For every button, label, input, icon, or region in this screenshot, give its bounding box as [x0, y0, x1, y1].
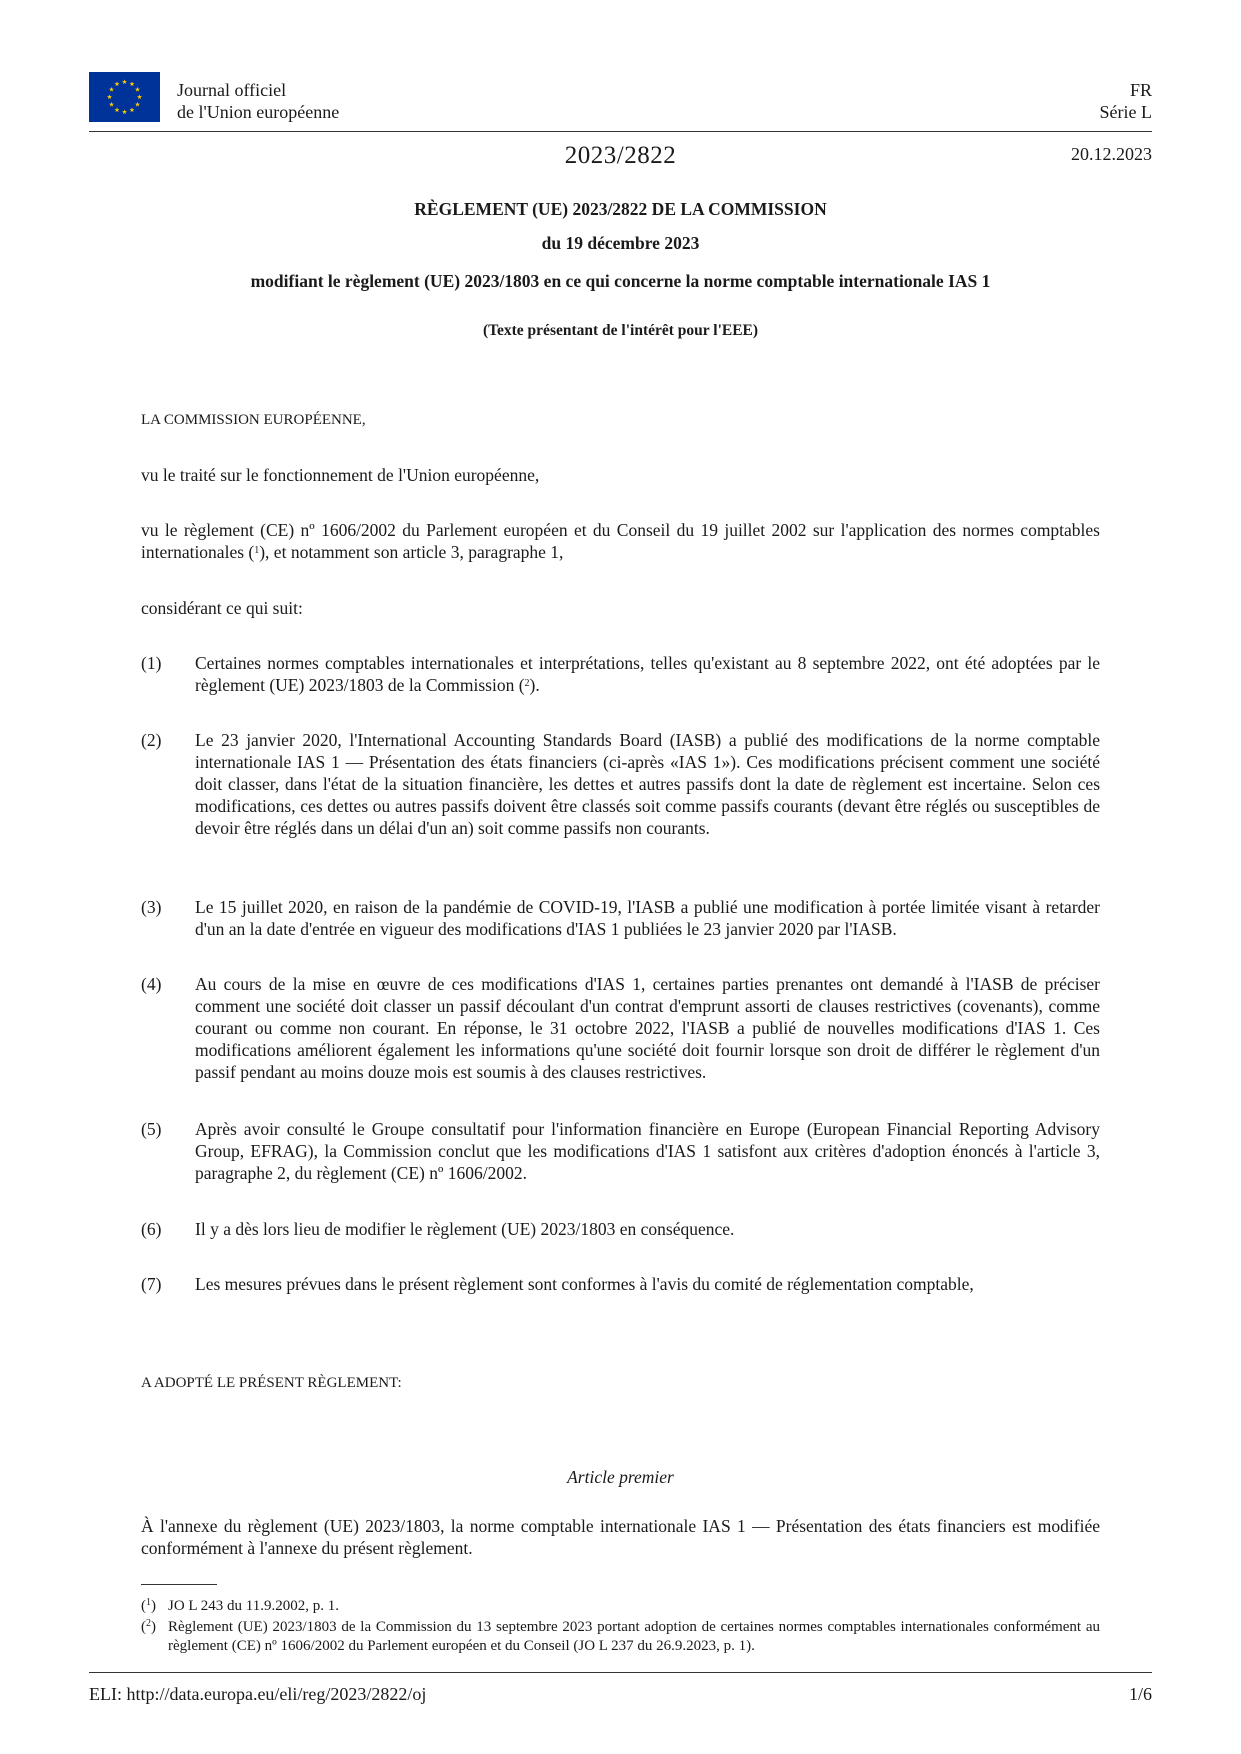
- header-divider: [89, 131, 1152, 132]
- recital-number: (1): [141, 653, 162, 673]
- recital-text: Le 23 janvier 2020, l'International Accounting Standards Board (IASB) a publié des modifications de la norme comptable internationale IAS 1 — Présentation des états financiers (ci-après «IAS 1»). Ces modifications précisent comment une société doit classer, dans l'état de la situation financière, les dettes et autres passifs dont la date de règlement est incertaine. Selon ces modifications, ces dettes ou autres passifs doivent être classés soit comme passifs courants (devant être réglés ou susceptibles de devoir être réglés dans un délai d'un an) soit comme passifs non courants.: [195, 730, 1100, 838]
- regulation-citation-text: vu le règlement (CE) nº 1606/2002 du Parlement européen et du Conseil du 19 juillet 2002 sur l'application des normes comptables internationales (: [141, 520, 1100, 562]
- footnote-divider: [141, 1584, 217, 1585]
- journal-title-line2: de l'Union européenne: [177, 102, 340, 122]
- recital-text: Les mesures prévues dans le présent règlement sont conformes à l'avis du comité de réglementation comptable,: [195, 1274, 974, 1294]
- footnote-text: JO L 243 du 11.9.2002, p. 1.: [168, 1598, 339, 1614]
- footnote-number-value: 1: [146, 1597, 151, 1608]
- commission-heading: LA COMMISSION EUROPÉENNE,: [141, 412, 366, 428]
- footnote-number: ($^1$): [141, 1597, 156, 1614]
- recital-text: [195, 652, 1100, 696]
- considering-text: considérant ce qui suit:: [141, 598, 303, 618]
- treaty-citation: vu le traité sur le fonctionnement de l'Union européenne,: [141, 465, 540, 485]
- adopted-heading: A ADOPTÉ LE PRÉSENT RÈGLEMENT:: [141, 1375, 402, 1391]
- page-number: 1/6: [1128, 1684, 1152, 1704]
- regulation-citation: [141, 519, 1100, 563]
- footnote-ref-2[interactable]: 2: [524, 678, 530, 689]
- recital-text: Le 15 juillet 2020, en raison de la pandémie de COVID-19, l'IASB a publié une modification à portée limitée visant à retarder d'un an la date d'entrée en vigueur des modifications d'IAS 1 publiées le 23 janvier 2020 par l'IASB.: [195, 897, 1100, 939]
- recital-number: (4): [141, 974, 162, 994]
- document-number: 2023/2822: [564, 142, 677, 169]
- recital-text: Il y a dès lors lieu de modifier le règlement (UE) 2023/1803 en conséquence.: [195, 1219, 735, 1239]
- article-title: Article premier: [567, 1467, 674, 1487]
- journal-title: [177, 79, 339, 123]
- recital-number: (3): [141, 897, 162, 917]
- language-series: [1100, 79, 1152, 123]
- recital-number: (5): [141, 1119, 162, 1139]
- journal-title-line1: Journal officiel: [177, 80, 287, 100]
- footnote-number-value: 2: [146, 1618, 151, 1629]
- eu-stars-icon: [89, 72, 160, 122]
- footer-divider: [89, 1672, 1152, 1673]
- recital-1-text: Certaines normes comptables internationales et interprétations, telles qu'existant au 8 septembre 2022, ont été adoptées par le règlement (UE) 2023/1803 de la Commission (: [195, 653, 1100, 695]
- regulation-citation-text-end: ), et notamment son article 3, paragraphe 1,: [259, 542, 564, 562]
- publication-date: 20.12.2023: [1071, 144, 1152, 164]
- regulation-title: RÈGLEMENT (UE) 2023/2822 DE LA COMMISSION: [414, 199, 827, 219]
- series-label: Série L: [1099, 102, 1152, 122]
- recital-number: (2): [141, 730, 162, 750]
- eee-relevance: (Texte présentant de l'intérêt pour l'EEE): [482, 322, 759, 339]
- article-text: À l'annexe du règlement (UE) 2023/1803, la norme comptable internationale IAS 1 — Présentation des états financiers est modifiée conformément à l'annexe du présent règlement.: [141, 1516, 1100, 1558]
- recital-number: (6): [141, 1219, 162, 1239]
- recital-1-text-end: ).: [529, 675, 540, 695]
- eu-flag-logo: [89, 72, 160, 122]
- eli-link[interactable]: ELI: http://data.europa.eu/eli/reg/2023/2822/oj: [89, 1684, 427, 1704]
- regulation-subject: modifiant le règlement (UE) 2023/1803 en ce qui concerne la norme comptable internationale IAS 1: [250, 271, 991, 291]
- regulation-date: du 19 décembre 2023: [541, 233, 700, 253]
- language-code: FR: [1129, 80, 1152, 100]
- footnote-number: ($^2$): [141, 1618, 156, 1635]
- footnote-text: Règlement (UE) 2023/1803 de la Commission du 13 septembre 2023 portant adoption de certaines normes comptables internationales conformément au règlement (CE) nº 1606/2002 du Parlement européen et du Conseil (JO L 237 du 26.9.2023, p. 1).: [168, 1619, 1100, 1654]
- recital-number: (7): [141, 1274, 162, 1294]
- recital-text: Après avoir consulté le Groupe consultatif pour l'information financière en Europe (European Financial Reporting Advisory Group, EFRAG), la Commission conclut que les modifications d'IAS 1 satisfont aux critères d'adoption énoncés à l'article 3, paragraphe 2, du règlement (CE) nº 1606/2002.: [195, 1119, 1100, 1183]
- footnote-ref-1[interactable]: 1: [254, 545, 260, 556]
- recital-text: Au cours de la mise en œuvre de ces modifications d'IAS 1, certaines parties prenantes ont demandé à l'IASB de préciser comment une société doit classer un passif découlant d'un contrat d'emprunt assorti de clauses restrictives (covenants), comme courant ou comme non courant. En réponse, le 31 octobre 2022, l'IASB a publié de nouvelles modifications d'IAS 1. Ces modifications améliorent également les informations qu'une société doit fournir lorsque son droit de différer le règlement d'un passif pendant au moins douze mois est soumis à des clauses restrictives.: [195, 974, 1100, 1082]
